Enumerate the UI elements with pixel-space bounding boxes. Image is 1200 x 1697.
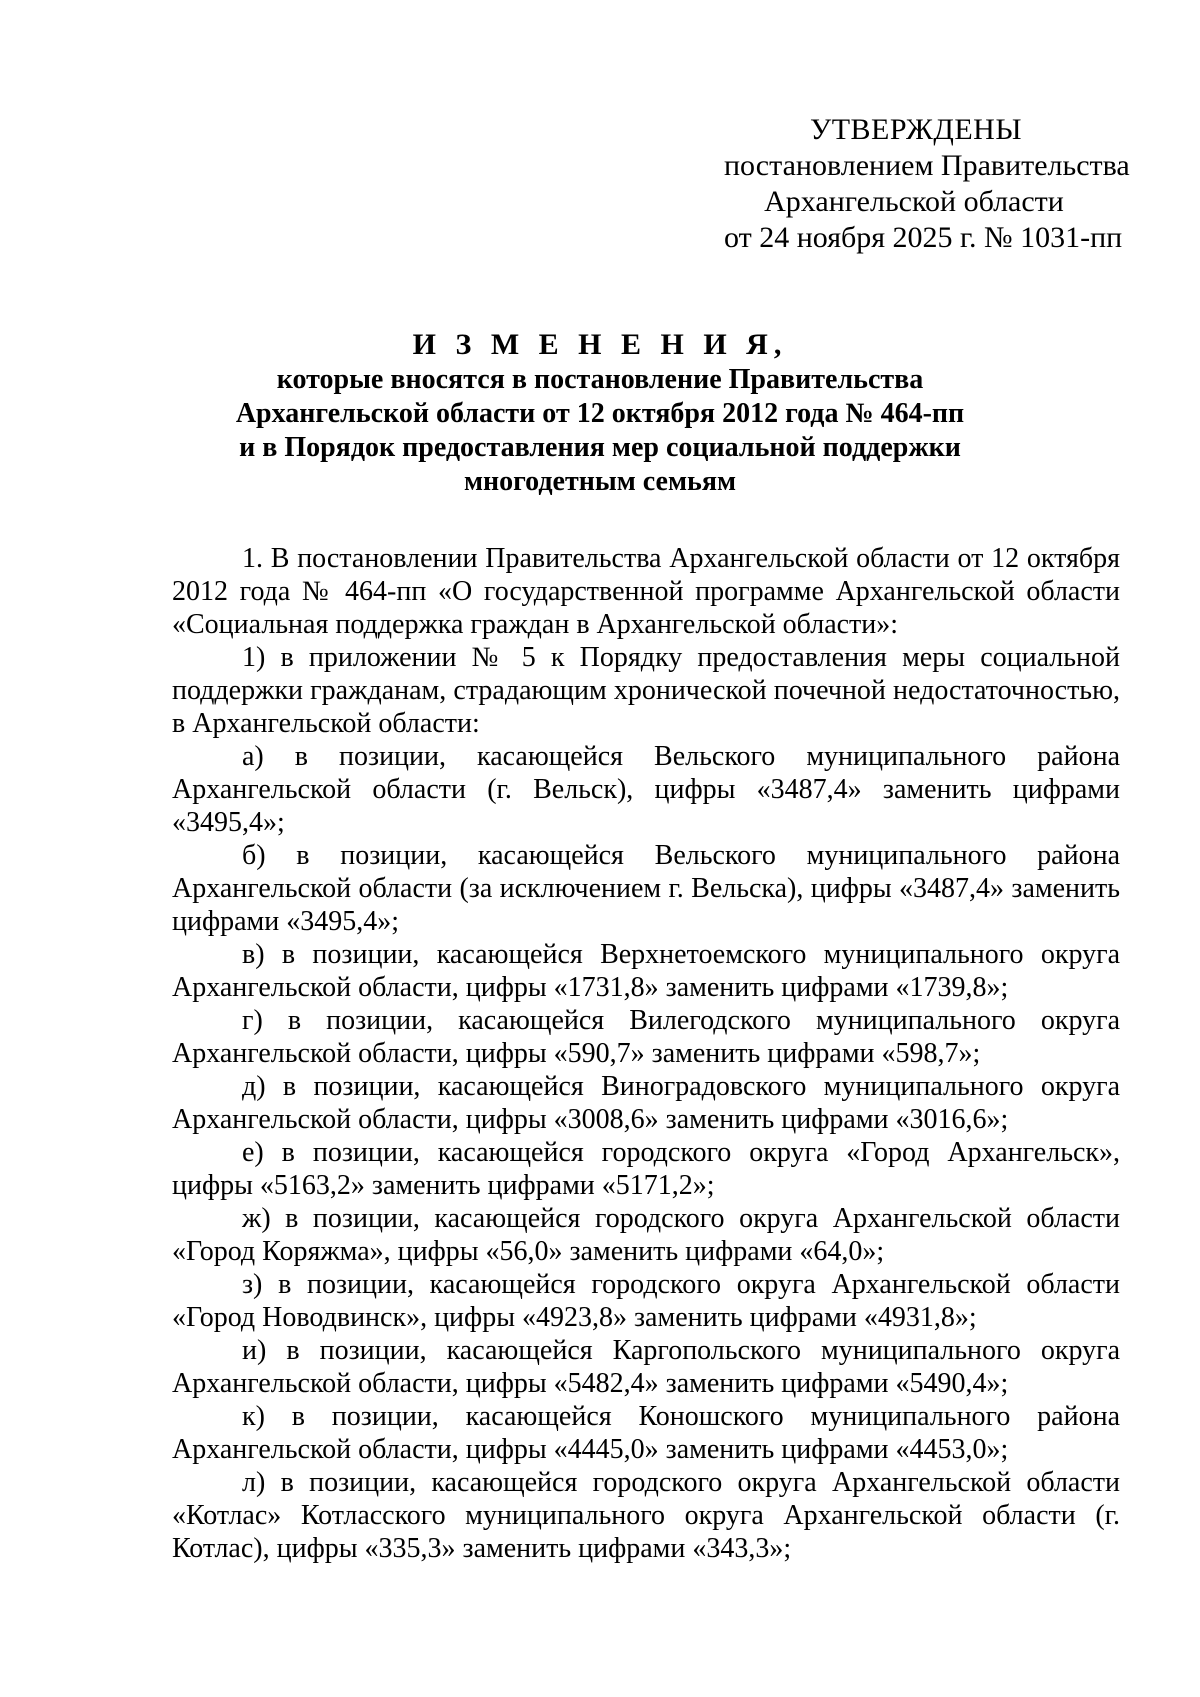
item-i: и) в позиции, касающейся Каргопольского муниципального округа Архангельской области, цифры «5482,4» заменить цифрами «5490,4»; xyxy=(172,1335,1120,1399)
approval-stamp xyxy=(724,112,1130,256)
title-line-2: Архангельской области от 12 октября 2012 года № 464-пп xyxy=(235,398,965,429)
title-line-4: многодетным семьям xyxy=(463,466,737,497)
item-a: а) в позиции, касающейся Вельского муниципального района Архангельской области (г. Вельск), цифры «3487,4» заменить цифрами «3495,4»; xyxy=(172,741,1120,838)
item-e: е) в позиции, касающейся городского округа «Город Архангельск», цифры «5163,2» заменить цифрами «5171,2»; xyxy=(172,1137,1120,1201)
title-line-1: которые вносятся в постановление Правительства xyxy=(276,364,924,395)
approval-region: Архангельской области xyxy=(764,185,1064,218)
document-body xyxy=(172,542,1120,1565)
approval-status: УТВЕРЖДЕНЫ xyxy=(809,113,1023,146)
title-heading: И З М Е Н Е Н И Я, xyxy=(412,328,788,361)
title-line-3: и в Порядок предоставления мер социальной поддержки xyxy=(239,432,961,463)
item-g: г) в позиции, касающейся Вилегодского муниципального округа Архангельской области, цифры «590,7» заменить цифрами «598,7»; xyxy=(172,1005,1120,1069)
subparagraph-1: 1) в приложении № 5 к Порядку предоставления меры социальной поддержки гражданам, страдающим хронической почечной недостаточностью, в Архангельской области: xyxy=(172,642,1120,739)
document-title xyxy=(168,328,1032,499)
item-k: к) в позиции, касающейся Коношского муниципального района Архангельской области, цифры «4445,0» заменить цифрами «4453,0»; xyxy=(172,1401,1120,1465)
item-d: д) в позиции, касающейся Виноградовского муниципального округа Архангельской области, цифры «3008,6» заменить цифрами «3016,6»; xyxy=(172,1071,1120,1135)
item-l: л) в позиции, касающейся городского округа Архангельской области «Котлас» Котласского муниципального округа Архангельской области (г. Котлас), цифры «335,3» заменить цифрами «343,3»; xyxy=(172,1467,1120,1564)
paragraph-1: 1. В постановлении Правительства Архангельской области от 12 октября 2012 года № 464-пп «О государственной программе Архангельской области «Социальная поддержка граждан в Архангельской области»: xyxy=(172,543,1120,640)
item-zh: ж) в позиции, касающейся городского округа Архангельской области «Город Коряжма», цифры «56,0» заменить цифрами «64,0»; xyxy=(172,1203,1120,1267)
item-v: в) в позиции, касающейся Верхнетоемского муниципального округа Архангельской области, цифры «1731,8» заменить цифрами «1739,8»; xyxy=(172,939,1120,1003)
approval-authority: постановлением Правительства xyxy=(724,149,1130,182)
item-z: з) в позиции, касающейся городского округа Архангельской области «Город Новодвинск», цифры «4923,8» заменить цифрами «4931,8»; xyxy=(172,1269,1120,1333)
approval-date-number: от 24 ноября 2025 г. № 1031-пп xyxy=(724,221,1123,254)
item-b: б) в позиции, касающейся Вельского муниципального района Архангельской области (за исключением г. Вельска), цифры «3487,4» заменить цифрами «3495,4»; xyxy=(172,840,1120,937)
